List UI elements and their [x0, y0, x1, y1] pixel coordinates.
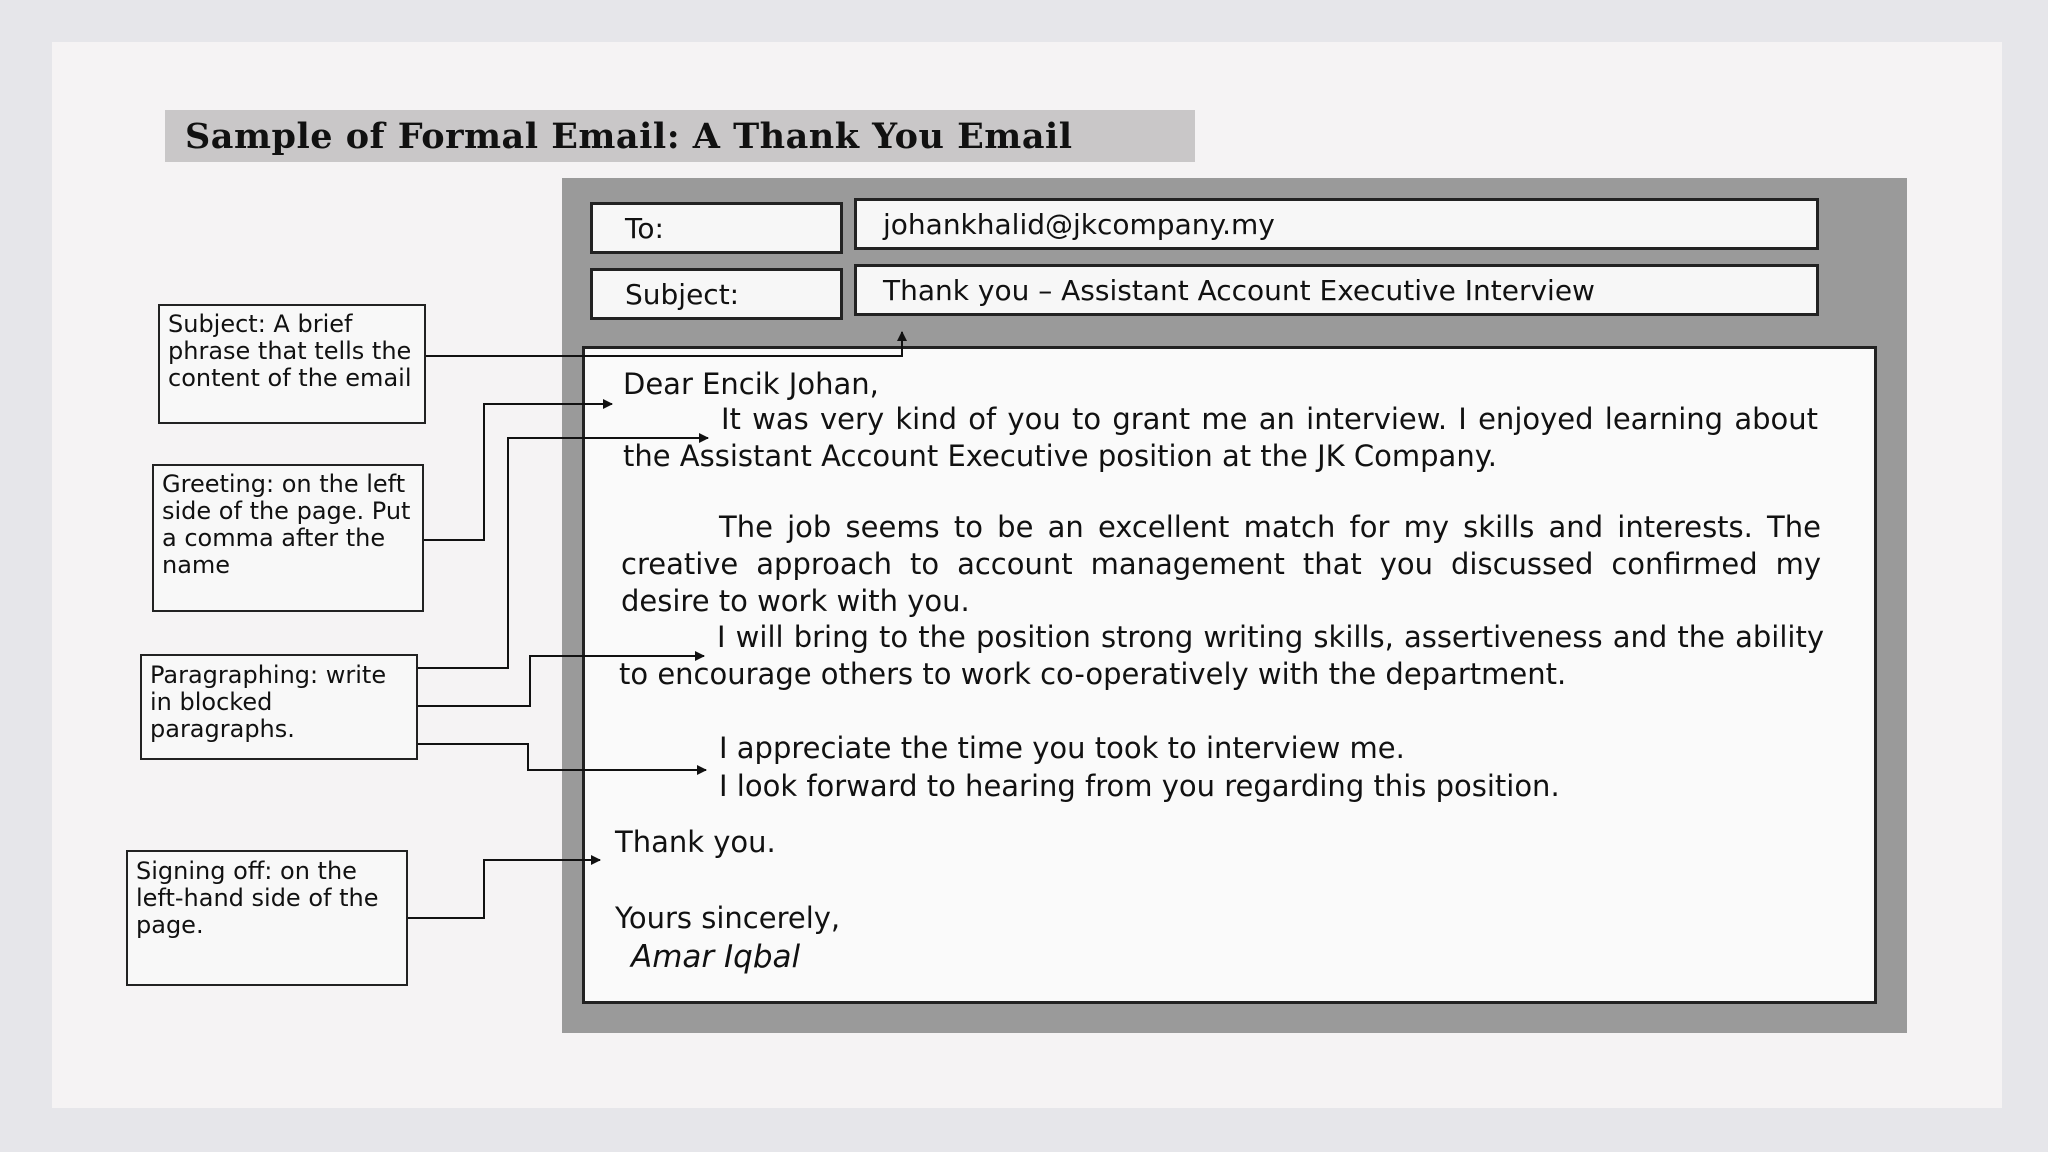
note-signing-off-text: Signing off: on the left-hand side of the page.: [136, 857, 379, 939]
title-banner: [165, 110, 1195, 162]
email-closing: Thank you.: [615, 825, 776, 859]
note-signing-off: [126, 850, 408, 986]
note-paragraphing: [140, 654, 418, 760]
email-paragraph-3: I will bring to the position strong writing skills, assertiveness and the ability to encourage others to work co-operatively with the department.: [619, 620, 1824, 691]
note-paragraphing-text: Paragraphing: write in blocked paragraphs.: [150, 661, 387, 743]
subject-field: Thank you – Assistant Account Executive Interview: [854, 264, 1819, 316]
email-paragraph-2: The job seems to be an excellent match for my skills and interests. The creative approach to account management that you discussed confirmed my desire to work with you.: [621, 510, 1821, 618]
email-paragraph-1: It was very kind of you to grant me an interview. I enjoyed learning about the Assistant Account Executive position at the JK Company.: [623, 402, 1818, 473]
email-mockup: [562, 178, 1907, 1033]
email-paragraph-4: I appreciate the time you took to interview me.: [719, 731, 1405, 765]
email-greeting: Dear Encik Johan,: [623, 367, 879, 401]
note-greeting-text: Greeting: on the left side of the page. Put a comma after the name: [162, 470, 411, 579]
subject-label: Subject:: [590, 268, 843, 320]
note-subject-text: Subject: A brief phrase that tells the content of the email: [168, 310, 412, 392]
to-label: To:: [590, 202, 843, 254]
note-greeting: [152, 464, 424, 612]
email-sign-off: Yours sincerely,: [615, 901, 841, 935]
textbook-page: [52, 42, 2002, 1108]
page-title: Sample of Formal Email: A Thank You Email: [185, 115, 1073, 157]
to-field: johankhalid@jkcompany.my: [854, 198, 1819, 250]
note-subject: [158, 304, 426, 424]
email-body: [582, 346, 1877, 1004]
email-signature: Amar Iqbal: [631, 939, 801, 975]
email-paragraph-5: I look forward to hearing from you regarding this position.: [719, 769, 1560, 803]
